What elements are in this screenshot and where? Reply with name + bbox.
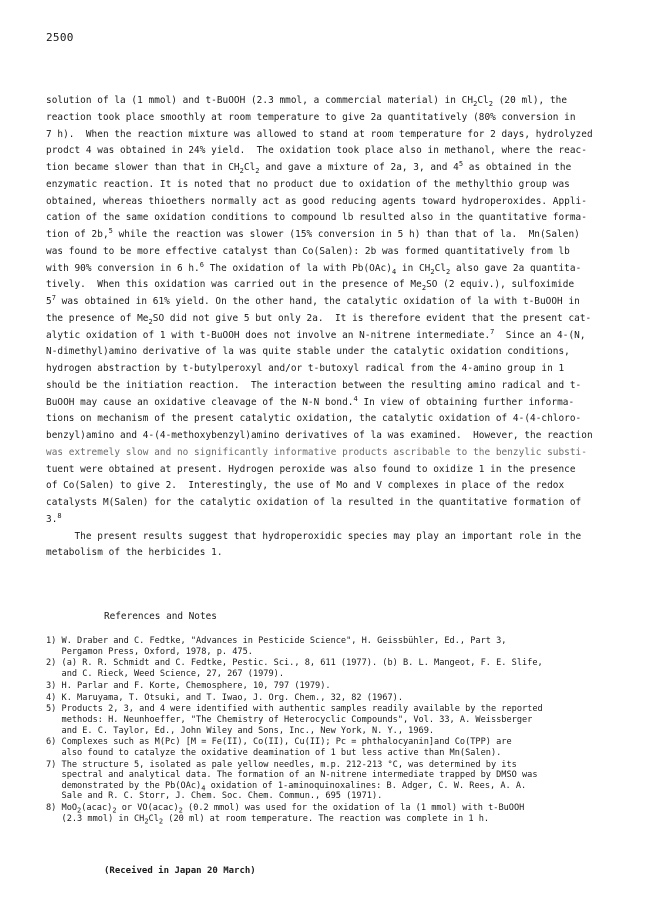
text-run: 4 (391, 267, 397, 276)
text-run: 2 (148, 317, 153, 326)
text-run: spectral and analytical data. The formation of an N-nitrene intermediate trapped by DMSO was (46, 770, 538, 781)
text-run: and C. Rieck, Weed Science, 27, 267 (1979). (46, 668, 284, 679)
reference-line (46, 715, 626, 726)
text-run: 2 (446, 267, 451, 276)
text-run: 6) Complexes such as M(Pc) [M = Fe(II), Co(II), Cu(II); Pc = phthalocyanin]and Co(TPP) are (46, 737, 512, 748)
text-run: (0.2 mmol) was used for the oxidation of la (1 mmol) with t-BuOOH (182, 803, 525, 814)
text-run: metabolism of the herbicides 1. (46, 547, 223, 559)
reference-line (46, 760, 626, 771)
body-line (46, 261, 616, 278)
text-run: tions on mechanism of the present catalytic oxidation, the catalytic oxidation of 4-(4-chloro- (46, 413, 582, 425)
body-line (46, 227, 616, 244)
text-run: Cl (477, 95, 489, 106)
text-run: was extremely slow and no significantly informative products ascribable to the benzylic substi- (46, 446, 587, 458)
text-run: enzymatic reaction. It is noted that no product due to oxidation of the methylthio group was (46, 178, 570, 190)
text-run: reaction took place smoothly at room temperature to give 2a quantitatively (80% conversion in (46, 111, 576, 123)
body-line (46, 244, 616, 261)
body-line (46, 127, 616, 144)
body-line (46, 462, 616, 479)
reference-line (46, 669, 626, 680)
body-line (46, 378, 616, 395)
text-run: 4 (353, 394, 358, 403)
reference-line (46, 704, 626, 715)
text-run: prodct 4 was obtained in 24% yield. The oxidation took place also in methanol, where the reac- (46, 145, 587, 157)
reference-item (46, 658, 626, 679)
body-line (46, 143, 616, 160)
text-run: tuent were obtained at present. Hydrogen peroxide was also found to oxidize 1 in the presence (46, 463, 576, 475)
reference-line (46, 636, 626, 647)
body-line (46, 328, 616, 345)
text-run: methods: H. Neunhoeffer, "The Chemistry of Heterocyclic Compounds", Vol. 33, A. Weissberger (46, 714, 533, 725)
text-run: 7) The structure 5, isolated as pale yellow needles, m.p. 212-213 °C, was determined by its (46, 759, 517, 770)
text-run: tively. When this oxidation was carried out in the presence of Me (46, 279, 422, 291)
text-run: Cl (148, 813, 159, 824)
text-run: 2 (473, 99, 478, 108)
text-run: Cl (243, 162, 256, 173)
body-line (46, 428, 616, 445)
text-run: 7 (490, 327, 495, 336)
text-run: BuOOH may cause an oxidative cleavage of the N-N bond. (46, 396, 354, 408)
body-line (46, 93, 616, 110)
reference-line (46, 803, 626, 814)
text-run: hydrogen abstraction by t-butylperoxyl and/or t-butoxyl radical from the 4-amino group in 1 (46, 363, 565, 374)
text-run: (20 ml) at room temperature. The reaction was complete in 1 h. (163, 813, 490, 824)
text-run: was found to be more effective catalyst than Co(Salen): 2b was formed quantitatively from lb (46, 245, 570, 257)
text-run: (acac) (81, 803, 113, 814)
text-run: 3) H. Parlar and F. Korte, Chemosphere, 10, 797 (1979). (46, 680, 331, 691)
text-run: as obtained in the (463, 162, 572, 173)
body-line (46, 495, 616, 512)
body-paragraphs (46, 93, 616, 562)
body-line (46, 210, 616, 227)
body-line (46, 110, 616, 127)
references-heading: References and Notes (104, 611, 217, 622)
reference-item (46, 681, 626, 692)
body-line (46, 445, 616, 462)
text-run: (20 ml), the (493, 95, 568, 106)
text-run: Since an 4-(N, (494, 329, 586, 341)
received-date: (Received in Japan 20 March) (104, 866, 256, 876)
text-run: tion of 2b, (46, 229, 109, 240)
reference-line (46, 737, 626, 748)
body-line (46, 512, 616, 529)
text-run: SO (2 equiv.), sulfoximide (426, 279, 575, 291)
text-run: SO did not give 5 but only 2a. It is therefore evident that the present cat- (152, 312, 592, 324)
text-run: of Co(Salen) to give 2. Interestingly, the use of Mo and V complexes in place of the redox (46, 480, 565, 492)
text-run: 5 (46, 296, 52, 307)
reference-line (46, 814, 626, 825)
text-run: 2 (255, 166, 260, 175)
text-run: 2 (77, 806, 82, 815)
text-run: N-dimethyl)amino derivative of la was quite stable under the catalytic oxidation conditions, (46, 346, 570, 358)
text-run: and gave a mixture of 2a, 3, and 4 (259, 162, 459, 173)
text-run: 8 (57, 511, 62, 520)
text-run: oxidation of 1-aminoquinoxalines: B. Adger, C. W. Rees, A. A. (205, 780, 527, 791)
text-run: benzyl)amino and 4-(4-methoxybenzyl)amino derivatives of la was examined. However, the reaction (46, 430, 593, 441)
text-run: Pergamon Press, Oxford, 1978, p. 475. (46, 646, 253, 657)
reference-line (46, 781, 626, 792)
reference-item (46, 760, 626, 802)
body-line (46, 545, 616, 562)
body-line (46, 344, 616, 361)
body-line (46, 194, 616, 211)
text-run: 1) W. Draber and C. Fedtke, "Advances in Pesticide Science", H. Geissbühler, Ed., Part 3, (46, 636, 507, 646)
body-line (46, 177, 616, 194)
reference-line (46, 770, 626, 781)
reference-line (46, 693, 626, 704)
reference-line (46, 658, 626, 669)
text-run: The present results suggest that hydroperoxidic species may play an important role in the (46, 530, 582, 542)
text-run: 2 (144, 817, 149, 826)
text-run: 4 (201, 784, 206, 793)
text-run: 8) MoO (46, 803, 78, 814)
reference-line (46, 726, 626, 737)
text-run: 5) Products 2, 3, and 4 were identified with authentic samples readily available by the reported (46, 704, 543, 715)
page-number: 2500 (46, 31, 74, 44)
text-run: (2.3 mmol) in CH (46, 813, 145, 824)
reference-line (46, 791, 626, 802)
text-run: 2) (a) R. R. Schmidt and C. Fedtke, Pestic. Sci., 8, 611 (1977). (b) B. L. Mangeot, F. E. Slife, (46, 658, 543, 669)
text-run: 6 (199, 260, 205, 269)
text-run: 7 (51, 293, 56, 302)
text-run: 2 (239, 166, 244, 175)
text-run: in CH (396, 262, 431, 274)
text-run: while the reaction was slower (15% conversion in 5 h) than that of la. Mn(Salen) (112, 229, 580, 240)
text-run: In view of obtaining further informa- (357, 396, 575, 408)
text-run: Cl (434, 262, 447, 274)
reference-line (46, 748, 626, 759)
body-line (46, 411, 616, 428)
text-run: solution of la (1 mmol) and t-BuOOH (2.3 mmol, a commercial material) in CH (46, 95, 474, 106)
text-run: 2 (112, 806, 117, 815)
reference-item (46, 803, 626, 824)
text-run: obtained, whereas thioethers normally act as good reducing agents toward hydroperoxides. Appli- (46, 195, 587, 207)
text-run: The oxidation of la with Pb(OAc) (204, 262, 392, 274)
reference-line (46, 681, 626, 692)
reference-item (46, 704, 626, 736)
text-run: Sale and R. C. Storr, J. Chem. Soc. Chem. Commun., 695 (1971). (46, 791, 383, 802)
text-run: 2 (430, 267, 435, 276)
body-line (46, 277, 616, 294)
text-run: should be the initiation reaction. The interaction between the resulting amino radical and t- (46, 379, 582, 391)
text-run: was obtained in 61% yield. On the other hand, the catalytic oxidation of la with t-BuOOH in (55, 296, 580, 307)
body-line (46, 478, 616, 495)
text-run: also found to catalyze the oxidative deamination of 1 but less active than Mn(Salen). (46, 747, 502, 758)
text-run: 2 (158, 817, 164, 826)
text-run: and E. C. Taylor, Ed., John Wiley and Sons, Inc., New York, N. Y., 1969. (46, 725, 435, 736)
text-run: with 90% conversion in 6 h. (46, 262, 200, 274)
body-line (46, 311, 616, 328)
text-run: 4) K. Maruyama, T. Otsuki, and T. Iwao, J. Org. Chem., 32, 82 (1967). (46, 692, 403, 703)
reference-item (46, 737, 626, 758)
text-run: cation of the same oxidation conditions to compound lb resulted also in the quantitative forma- (46, 212, 587, 224)
reference-line (46, 647, 626, 658)
body-line (46, 529, 616, 546)
text-run: 3. (46, 513, 58, 525)
body-line (46, 294, 616, 311)
text-run: 5 (458, 159, 464, 168)
body-line (46, 160, 616, 177)
text-run: demonstrated by the Pb(OAc) (46, 780, 202, 791)
text-run: or VO(acac) (116, 803, 179, 814)
text-run: alytic oxidation of 1 with t-BuOOH does not involve an N-nitrene intermediate. (46, 329, 491, 341)
body-line (46, 361, 616, 378)
text-run: the presence of Me (46, 312, 149, 324)
text-run: also gave 2a quantita- (450, 262, 582, 274)
body-line (46, 395, 616, 412)
text-run: catalysts M(Salen) for the catalytic oxidation of la resulted in the quantitative formation of (46, 497, 582, 508)
text-run: 2 (178, 806, 183, 815)
text-run: tion became slower than that in CH (46, 162, 240, 173)
text-run: 2 (488, 99, 493, 108)
text-run: 5 (108, 226, 113, 235)
reference-item (46, 693, 626, 704)
references-list (46, 636, 626, 826)
text-run: 2 (421, 284, 427, 293)
text-run: 7 h). When the reaction mixture was allowed to stand at room temperature for 2 days, hydrolyzed (46, 128, 593, 140)
reference-item (46, 636, 626, 657)
